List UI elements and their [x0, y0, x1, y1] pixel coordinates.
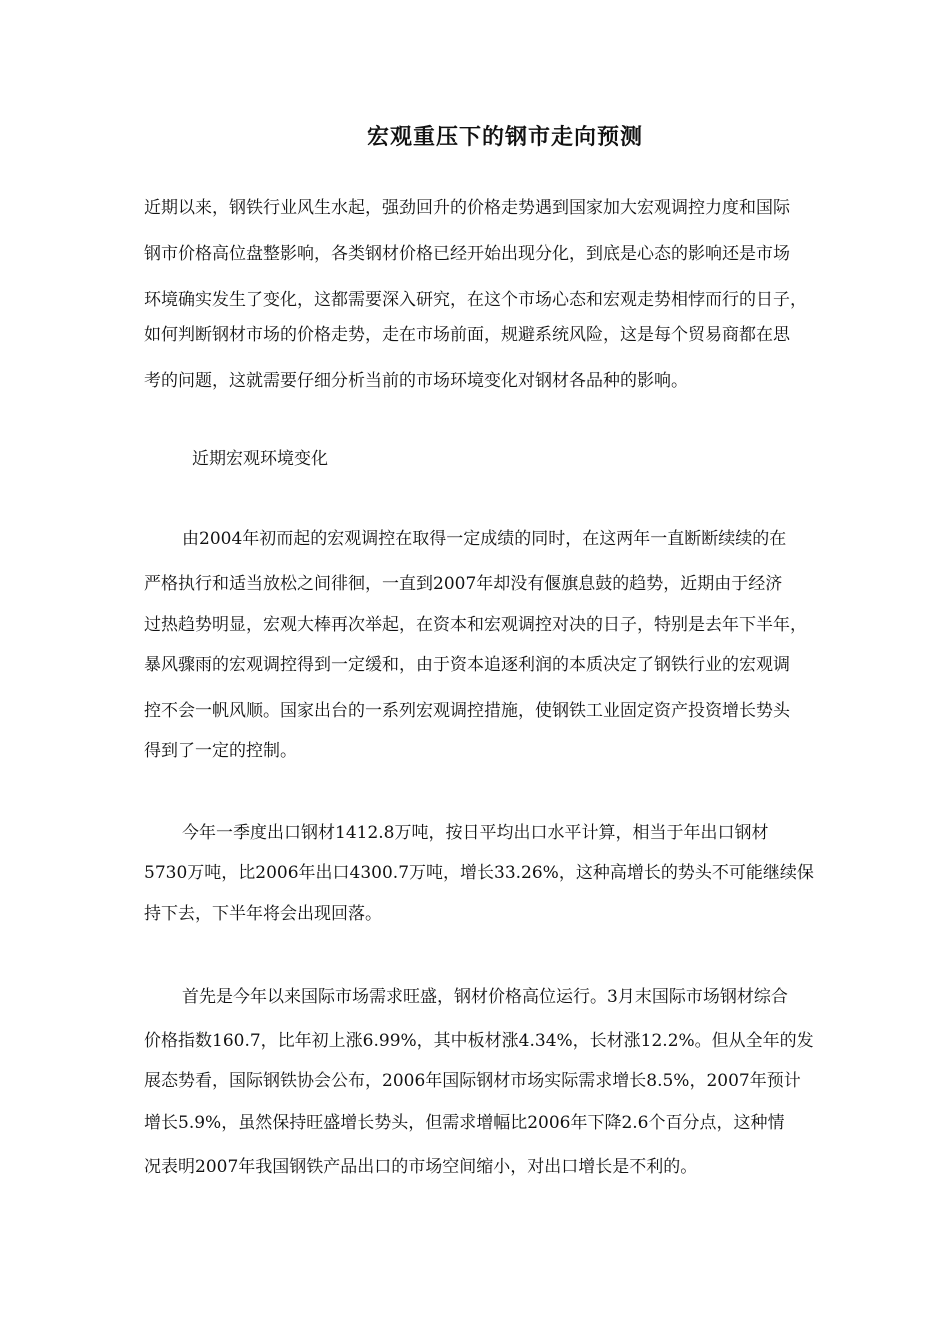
- document-title: 宏观重压下的钢市走向预测: [366, 124, 643, 150]
- paragraph-line: 考的问题，这就需要仔细分析当前的市场环境变化对钢材各品种的影响。: [144, 371, 688, 391]
- paragraph-line: 如何判断钢材市场的价格走势，走在市场前面，规避系统风险，这是每个贸易商都在思: [144, 325, 790, 345]
- paragraph-line: 环境确实发生了变化，这都需要深入研究，在这个市场心态和宏观走势相悖而行的日子，: [144, 290, 807, 310]
- paragraph-line: 严格执行和适当放松之间徘徊，一直到2007年却没有偃旗息鼓的趋势，近期由于经济: [144, 574, 783, 594]
- paragraph-line: 近期以来，钢铁行业风生水起，强劲回升的价格走势遇到国家加大宏观调控力度和国际: [144, 198, 790, 218]
- paragraph-line: 价格指数160.7，比年初上涨6.99%，其中板材涨4.34%，长材涨12.2%。但从全年的发: [144, 1031, 814, 1051]
- paragraph-line: 增长5.9%，虽然保持旺盛增长势头，但需求增幅比2006年下降2.6个百分点，这种情: [144, 1113, 785, 1133]
- paragraph-line: 首先是今年以来国际市场需求旺盛，钢材价格高位运行。3月末国际市场钢材综合: [182, 987, 788, 1007]
- paragraph-line: 由2004年初而起的宏观调控在取得一定成绩的同时，在这两年一直断断续续的在: [182, 529, 787, 549]
- paragraph-line: 展态势看，国际钢铁协会公布，2006年国际钢材市场实际需求增长8.5%，2007年预计: [144, 1071, 801, 1091]
- paragraph-line: 钢市价格高位盘整影响，各类钢材价格已经开始出现分化，到底是心态的影响还是市场: [144, 244, 790, 264]
- paragraph-line: 持下去，下半年将会出现回落。: [144, 904, 382, 924]
- paragraph-line: 况表明2007年我国钢铁产品出口的市场空间缩小，对出口增长是不利的。: [144, 1157, 698, 1177]
- section-heading: 近期宏观环境变化: [192, 449, 328, 469]
- paragraph-line: 暴风骤雨的宏观调控得到一定缓和，由于资本追逐利润的本质决定了钢铁行业的宏观调: [144, 655, 790, 675]
- paragraph-line: 控不会一帆风顺。国家出台的一系列宏观调控措施，使钢铁工业固定资产投资增长势头: [144, 701, 790, 721]
- paragraph-line: 今年一季度出口钢材1412.8万吨，按日平均出口水平计算，相当于年出口钢材: [182, 823, 769, 843]
- paragraph-line: 5730万吨，比2006年出口4300.7万吨，增长33.26%，这种高增长的势头不可能继续保: [144, 863, 814, 883]
- paragraph-line: 过热趋势明显，宏观大棒再次举起，在资本和宏观调控对决的日子，特别是去年下半年，: [144, 615, 807, 635]
- paragraph-line: 得到了一定的控制。: [144, 741, 297, 761]
